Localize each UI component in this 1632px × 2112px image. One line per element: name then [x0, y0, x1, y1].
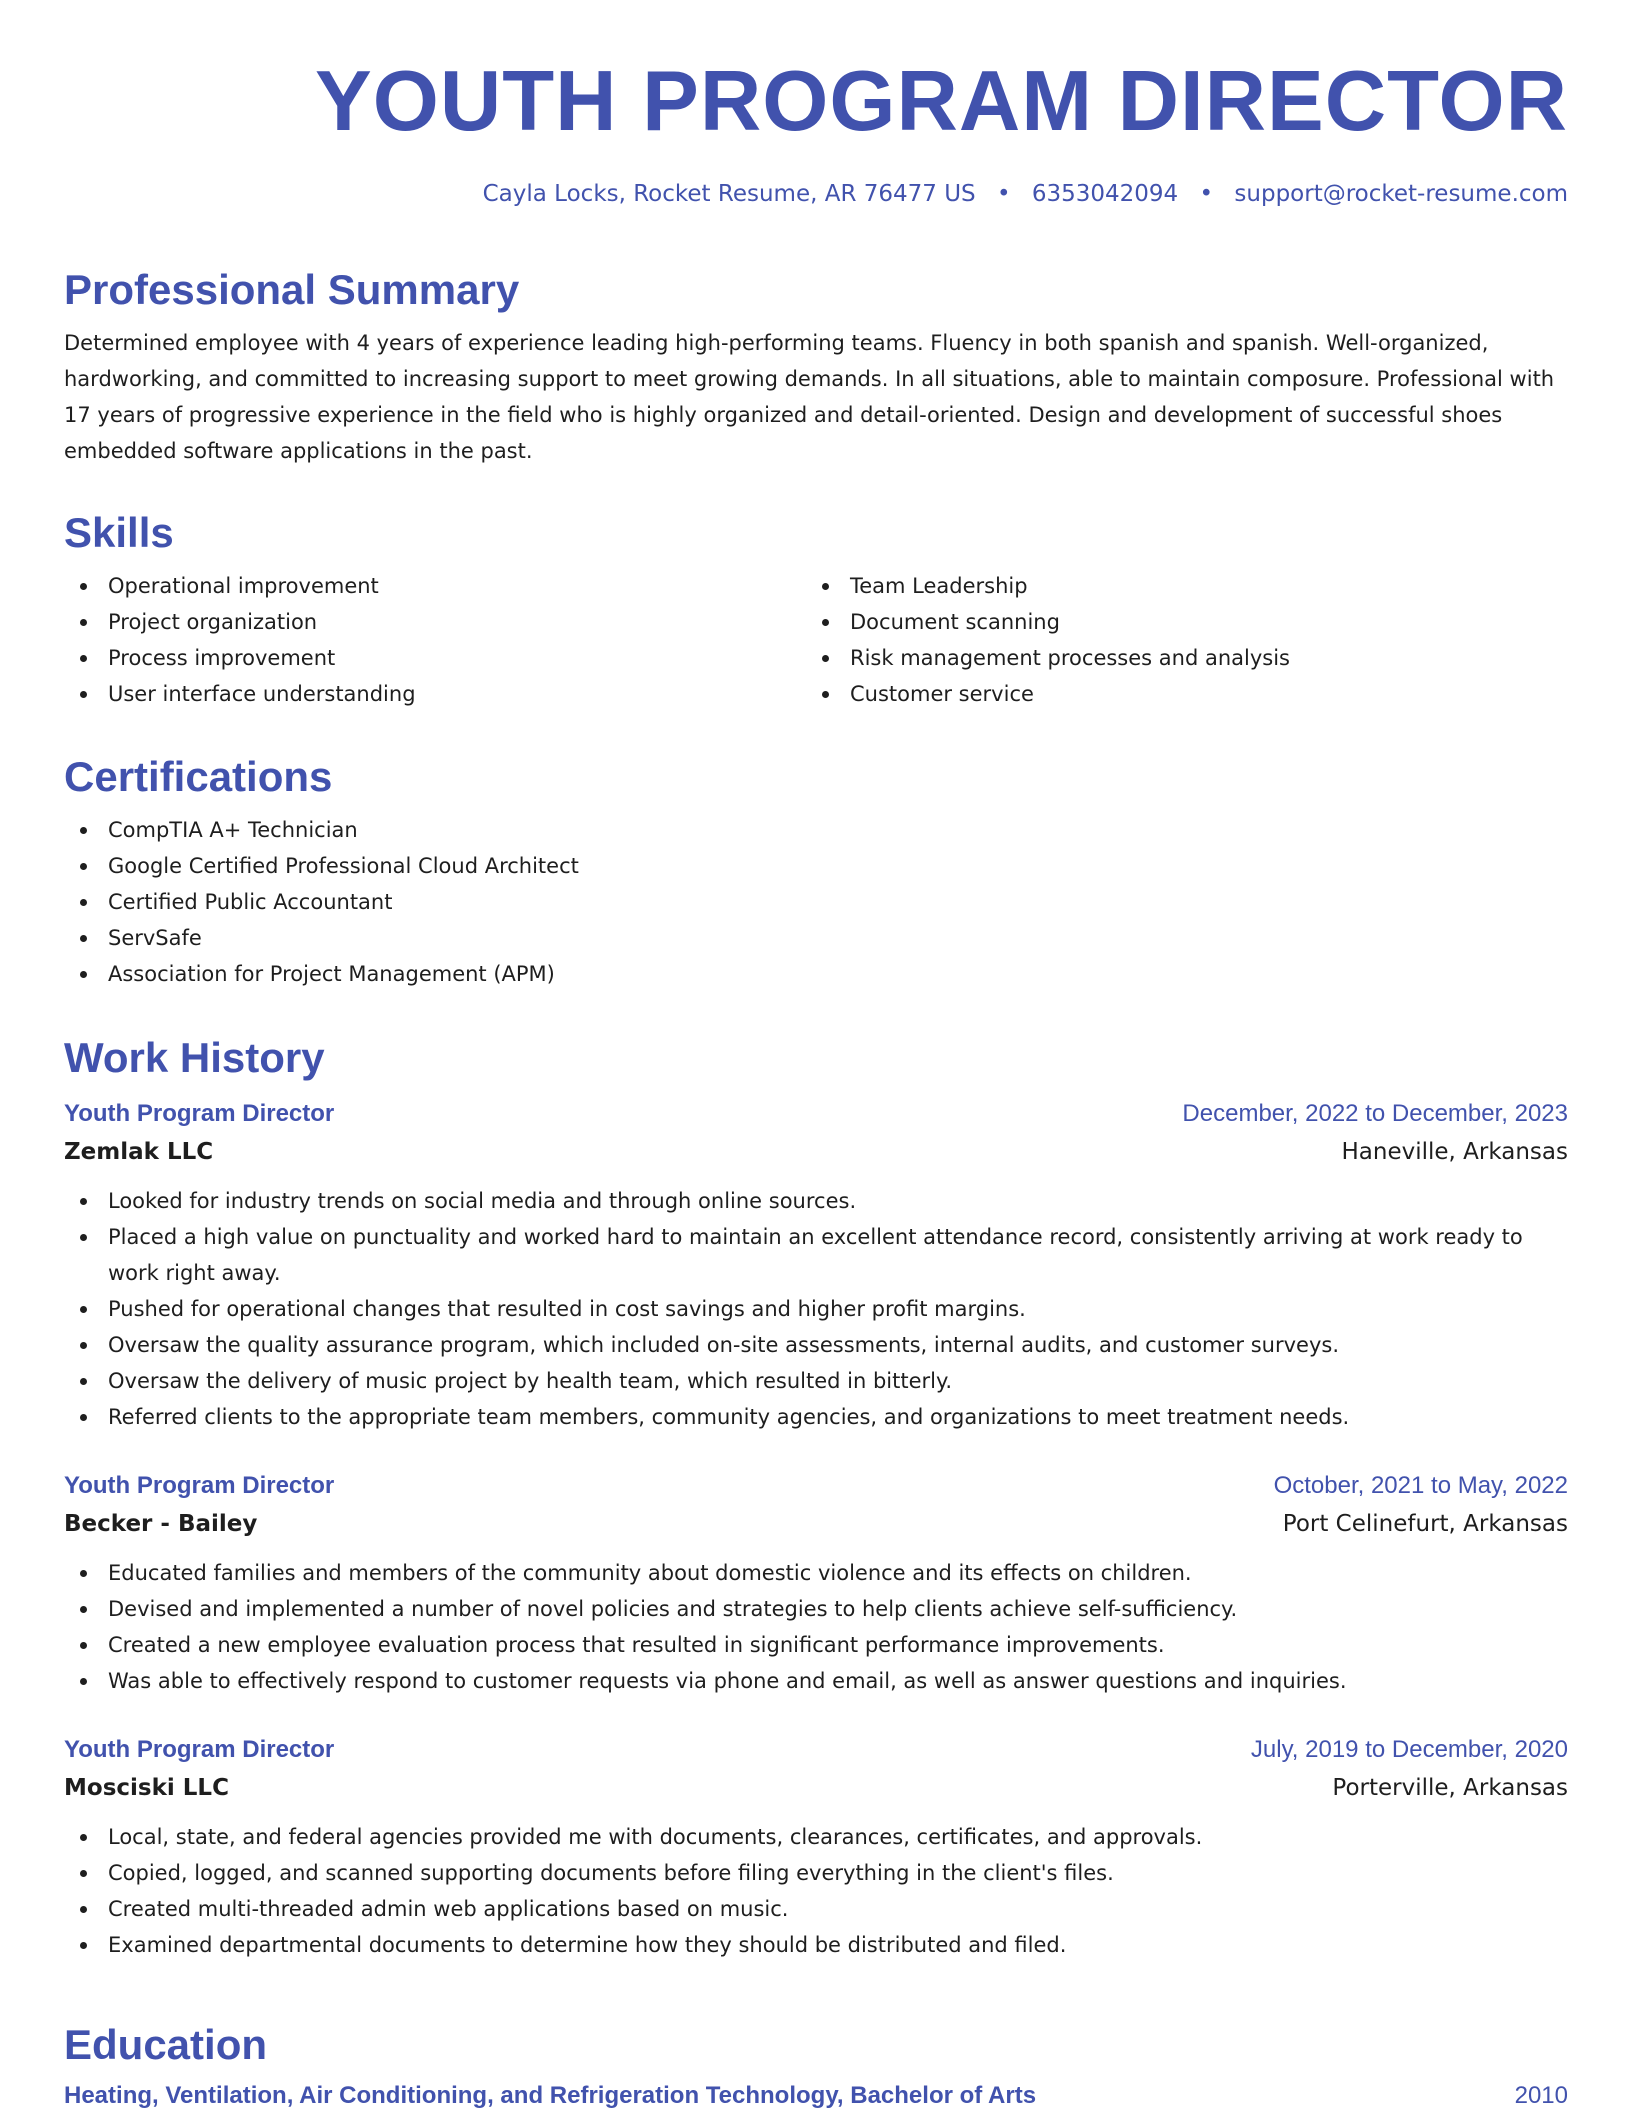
job-location: Porterville, Arkansas [1332, 1775, 1568, 1801]
job-location: Port Celinefurt, Arkansas [1282, 1511, 1568, 1537]
job-company: Mosciski LLC [64, 1775, 229, 1801]
list-item: Certified Public Accountant [64, 884, 1568, 920]
section-title: Skills [64, 509, 174, 556]
section-title: Professional Summary [64, 266, 520, 313]
list-item: ServSafe [64, 920, 1568, 956]
education-year: 2010 [1514, 2082, 1568, 2109]
list-item: Process improvement [64, 640, 806, 676]
job-company: Becker - Bailey [64, 1511, 258, 1537]
job-dates: December, 2022 to December, 2023 [1182, 1100, 1568, 1127]
list-item: Team Leadership [806, 568, 1548, 604]
contact-email: support@rocket-resume.com [1234, 181, 1568, 207]
list-item: Created multi-threaded admin web applications based on music. [64, 1891, 1568, 1927]
job-title: Youth Program Director [64, 1736, 335, 1763]
page-title: YOUTH PROGRAM DIRECTOR [315, 54, 1568, 149]
summary-text: Determined employee with 4 years of experience leading high-performing teams. Fluency in both spanish and spanish. Well-organized, hardworking, and committed to increasing support to meet growing demands. In all situations, able to maintain composure. Professional with 17 years of progressive experience in the field who is highly organized and detail-oriented. Design and development of successful shoes embedded software applications in the past. [64, 331, 1555, 463]
job-header-row [64, 1731, 1568, 1769]
skills-list-right [806, 568, 1548, 712]
job-entry [64, 1467, 1568, 1699]
contact-separator: • [996, 181, 1011, 207]
job-dates: October, 2021 to May, 2022 [1273, 1472, 1568, 1499]
list-item: Operational improvement [64, 568, 806, 604]
list-item: Looked for industry trends on social media and through online sources. [64, 1183, 1568, 1219]
list-item: Examined departmental documents to determine how they should be distributed and filed. [64, 1927, 1568, 1963]
job-entry [64, 1731, 1568, 1963]
list-item: Oversaw the quality assurance program, which included on-site assessments, internal audits, and customer surveys. [64, 1327, 1568, 1363]
list-item: Project organization [64, 604, 806, 640]
certifications-section [64, 752, 1568, 992]
list-item: Local, state, and federal agencies provided me with documents, clearances, certificates, and approvals. [64, 1819, 1568, 1855]
skills-section [64, 508, 1568, 712]
skills-columns [64, 568, 1568, 712]
job-company-row [64, 1133, 1568, 1171]
list-item: Created a new employee evaluation process that resulted in significant performance improvements. [64, 1627, 1568, 1663]
professional-summary-section [64, 265, 1568, 469]
contact-line [64, 178, 1568, 210]
list-item: Google Certified Professional Cloud Architect [64, 848, 1568, 884]
list-item: Association for Project Management (APM) [64, 956, 1568, 992]
list-item: Referred clients to the appropriate team members, community agencies, and organizations to meet treatment needs. [64, 1399, 1568, 1435]
resume-header [64, 0, 1568, 210]
list-item: Customer service [806, 676, 1548, 712]
list-item: Oversaw the delivery of music project by health team, which resulted in bitterly. [64, 1363, 1568, 1399]
job-header-row [64, 1095, 1568, 1133]
skills-list-left [64, 568, 806, 712]
job-title: Youth Program Director [64, 1472, 335, 1499]
list-item: Risk management processes and analysis [806, 640, 1548, 676]
job-location: Haneville, Arkansas [1341, 1139, 1568, 1165]
job-company-row [64, 1769, 1568, 1807]
work-history-section [64, 1033, 1568, 1963]
job-bullets [64, 1555, 1568, 1699]
list-item: Copied, logged, and scanned supporting documents before filing everything in the client's files. [64, 1855, 1568, 1891]
job-entry [64, 1095, 1568, 1435]
job-dates: July, 2019 to December, 2020 [1250, 1736, 1568, 1763]
list-item: Educated families and members of the community about domestic violence and its effects on children. [64, 1555, 1568, 1591]
list-item: Pushed for operational changes that resulted in cost savings and higher profit margins. [64, 1291, 1568, 1327]
section-title: Work History [64, 1034, 325, 1081]
education-section [64, 2020, 1568, 2110]
list-item: Devised and implemented a number of novel policies and strategies to help clients achieve self-sufficiency. [64, 1591, 1568, 1627]
job-title: Youth Program Director [64, 1100, 335, 1127]
job-bullets [64, 1819, 1568, 1963]
list-item: Was able to effectively respond to customer requests via phone and email, as well as answer questions and inquiries. [64, 1663, 1568, 1699]
education-degree: Heating, Ventilation, Air Conditioning, and Refrigeration Technology, Bachelor of Arts [64, 2082, 1037, 2109]
list-item: CompTIA A+ Technician [64, 812, 1568, 848]
section-title: Education [64, 2021, 268, 2068]
list-item: Placed a high value on punctuality and worked hard to maintain an excellent attendance record, consistently arriving at work ready to work right away. [64, 1219, 1568, 1291]
job-company: Zemlak LLC [64, 1139, 214, 1165]
contact-address: Cayla Locks, Rocket Resume, AR 76477 US [482, 181, 976, 207]
job-company-row [64, 1505, 1568, 1543]
certifications-list [64, 812, 1568, 992]
job-bullets [64, 1183, 1568, 1435]
list-item: User interface understanding [64, 676, 806, 712]
contact-phone: 6353042094 [1031, 181, 1179, 207]
contact-separator: • [1199, 181, 1214, 207]
section-title: Certifications [64, 753, 333, 800]
education-row [64, 2082, 1568, 2110]
job-header-row [64, 1467, 1568, 1505]
list-item: Document scanning [806, 604, 1548, 640]
